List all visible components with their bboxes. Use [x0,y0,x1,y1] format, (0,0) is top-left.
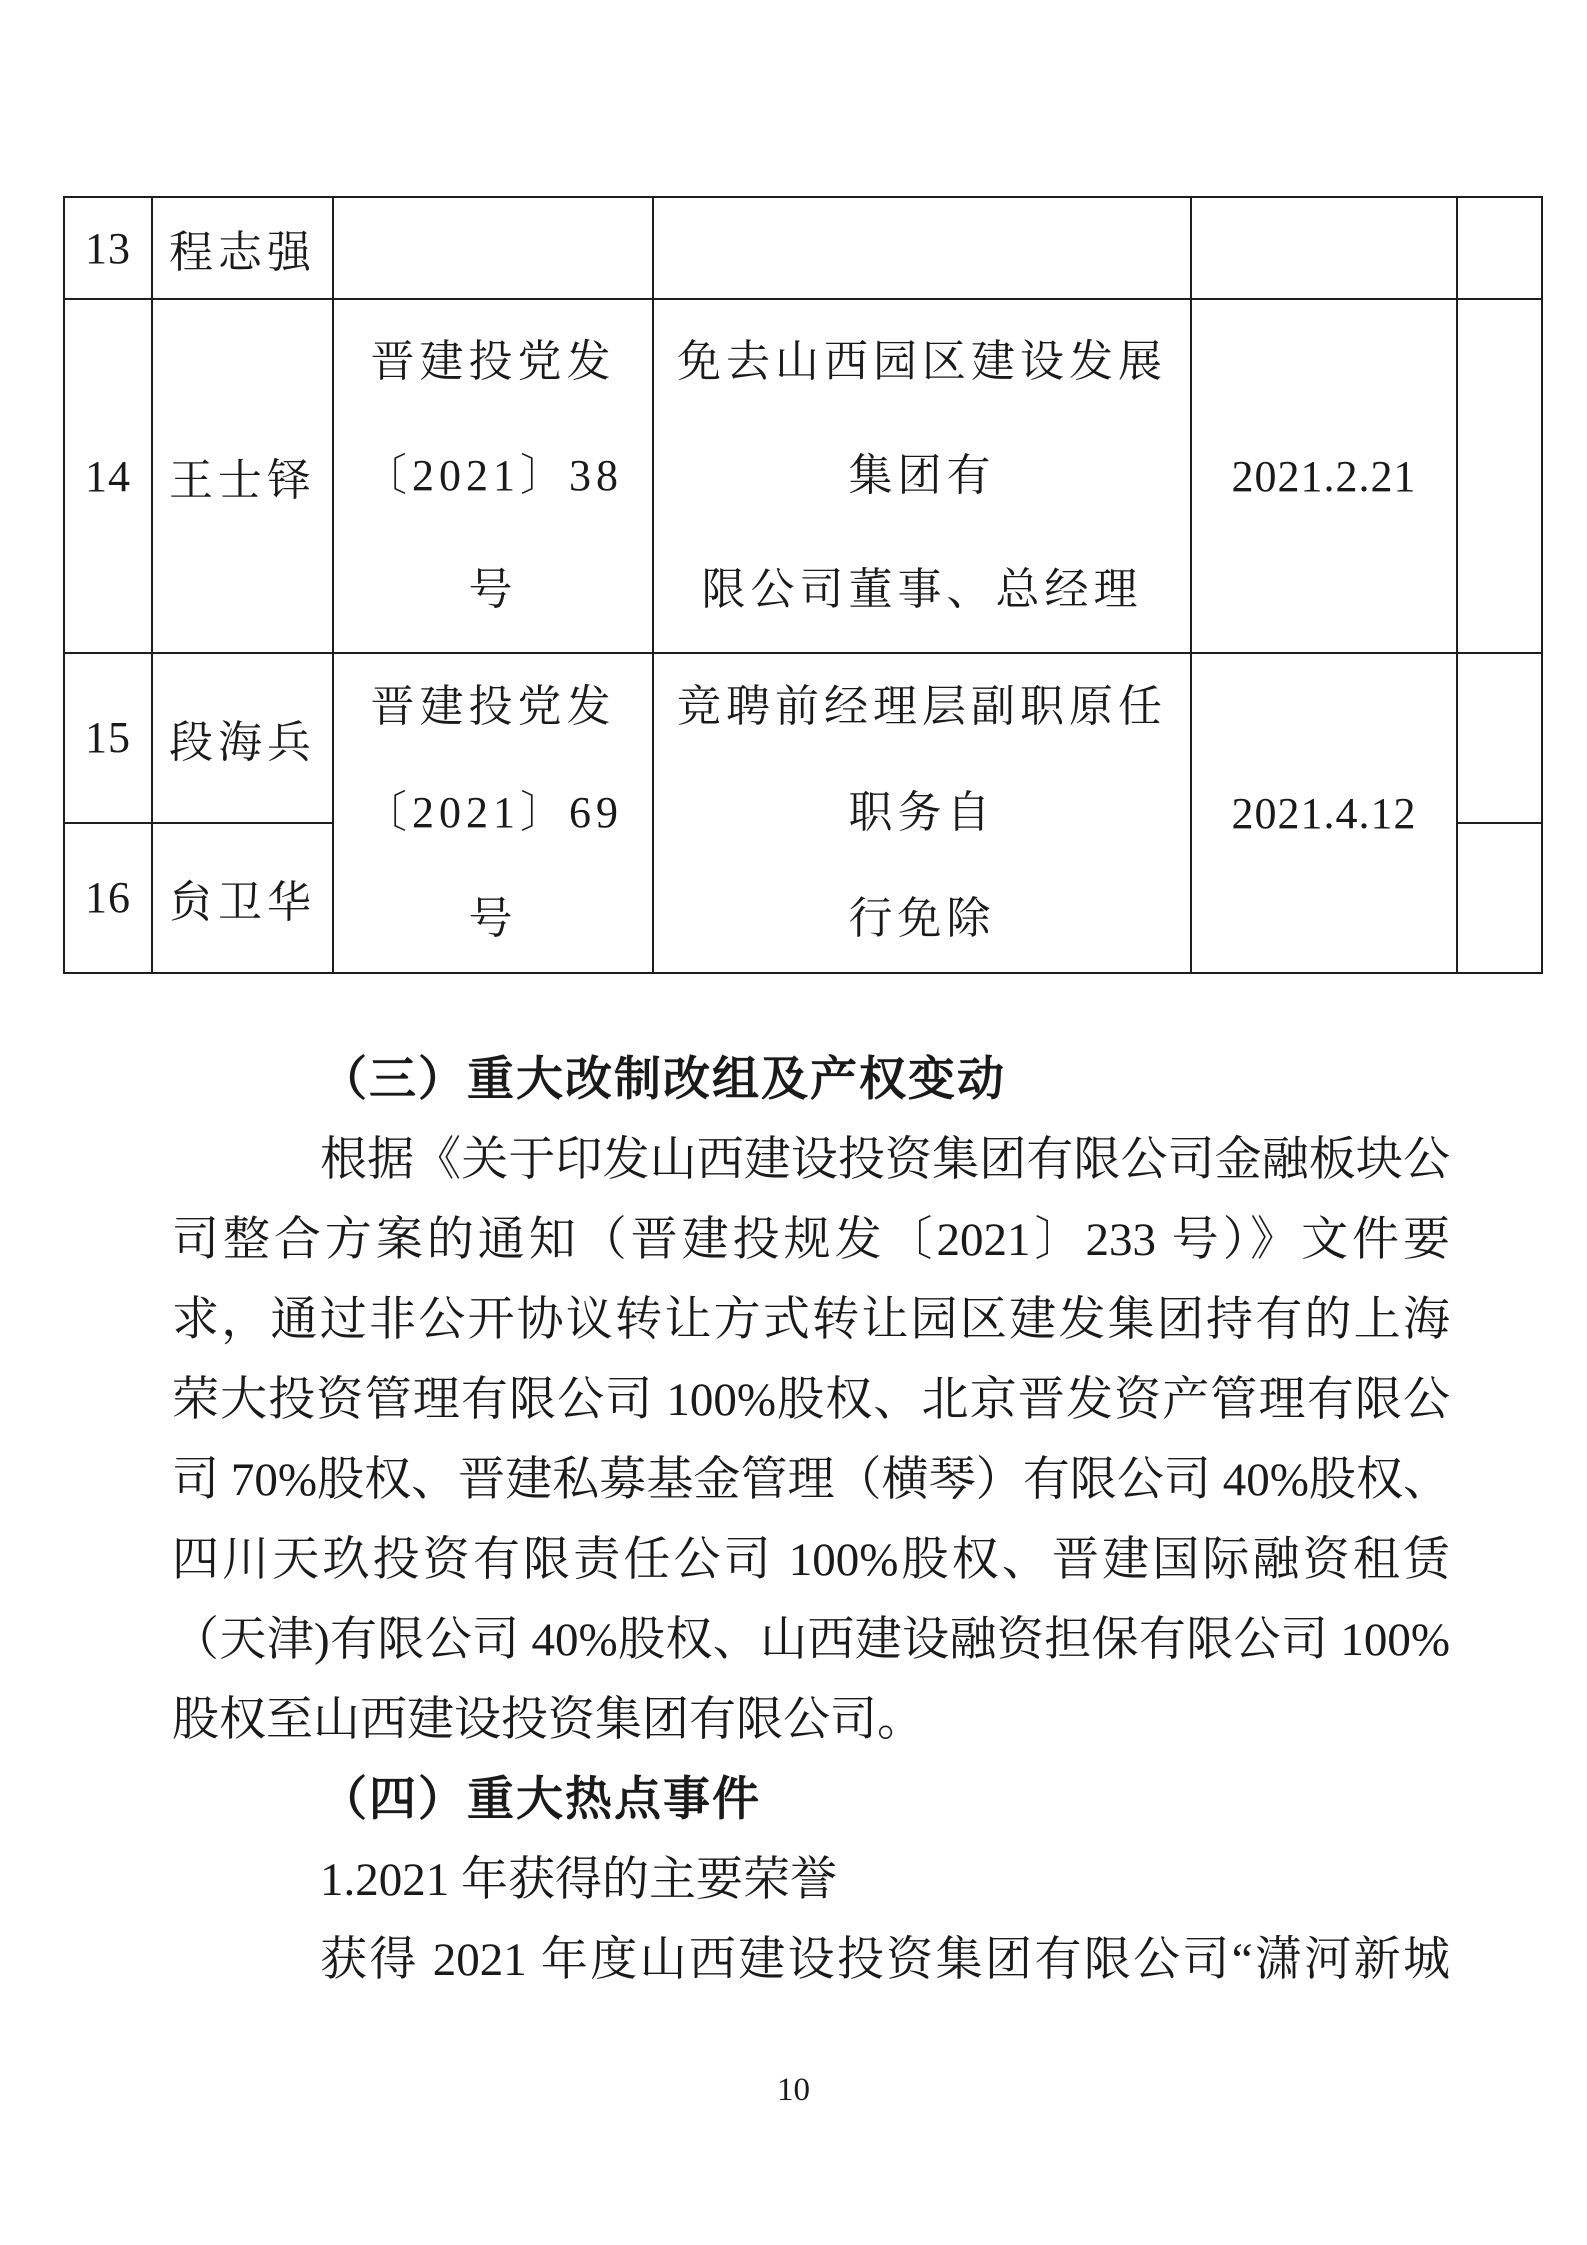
remark-cell [1457,299,1542,653]
paragraph-line: 求，通过非公开协议转让方式转让园区建发集团持有的上海 [172,1294,1450,1346]
body-text [172,1040,1450,2000]
name-cell: 贠卫华 [152,823,333,973]
action-cell [653,299,1191,653]
date-cell-merged: 2021.4.12 [1191,653,1457,973]
action-line1: 免去山西园区建设发展集团有 [677,337,1167,500]
section-heading-4: （四）重大热点事件 [320,1774,761,1826]
doc-number-cell [333,299,653,653]
paragraph-line: （天津)有限公司 40%股权、山西建设融资担保有限公司 100% [172,1614,1450,1666]
row-no-cell: 15 [64,653,152,823]
action-line2: 限公司董事、总经理 [701,565,1143,614]
doc-number-line1: 晋建投党发 [370,682,616,731]
doc-number-line2: 〔2021〕38 号 [363,451,623,614]
action-line1: 竞聘前经理层副职原任职务自 [677,682,1167,837]
row-no-cell: 14 [64,299,152,653]
remark-cell [1457,653,1542,823]
paragraph-line: 根据《关于印发山西建设投资集团有限公司金融板块公 [320,1134,1450,1186]
paragraph-line: 股权至山西建设投资集团有限公司。 [172,1694,924,1746]
doc-number-cell [333,197,653,299]
action-cell [653,197,1191,299]
table-row [64,653,1542,823]
date-cell [1191,197,1457,299]
name-cell: 程志强 [152,197,333,299]
section-heading-3: （三）重大改制改组及产权变动 [320,1054,1006,1106]
date-cell: 2021.2.21 [1191,299,1457,653]
action-line2: 行免除 [848,894,996,943]
honor-line: 1.2021 年获得的主要荣誉 [320,1854,837,1906]
paragraph-line: 司整合方案的通知（晋建投规发〔2021〕233 号）》文件要 [172,1214,1450,1266]
paragraph-line: 荣大投资管理有限公司 100%股权、北京晋发资产管理有限公 [172,1374,1450,1426]
doc-number-line2: 〔2021〕69 号 [363,788,623,943]
row-no-cell: 13 [64,197,152,299]
doc-number-line1: 晋建投党发 [370,337,616,386]
name-cell: 段海兵 [152,653,333,823]
paragraph-line: 司 70%股权、晋建私募基金管理（横琴）有限公司 40%股权、 [172,1454,1450,1506]
award-line: 获得 2021 年度山西建设投资集团有限公司“潇河新城 [320,1934,1450,1986]
name-cell: 王士铎 [152,299,333,653]
remark-cell [1457,823,1542,973]
paragraph-line: 四川天玖投资有限责任公司 100%股权、晋建国际融资租赁 [172,1534,1450,1586]
action-cell-merged [653,653,1191,973]
row-no-cell: 16 [64,823,152,973]
table-row [64,197,1542,299]
personnel-appointments-table [63,196,1543,974]
table-row [64,299,1542,653]
doc-number-cell-merged [333,653,653,973]
page-number: 10 [777,2072,810,2108]
remark-cell [1457,197,1542,299]
